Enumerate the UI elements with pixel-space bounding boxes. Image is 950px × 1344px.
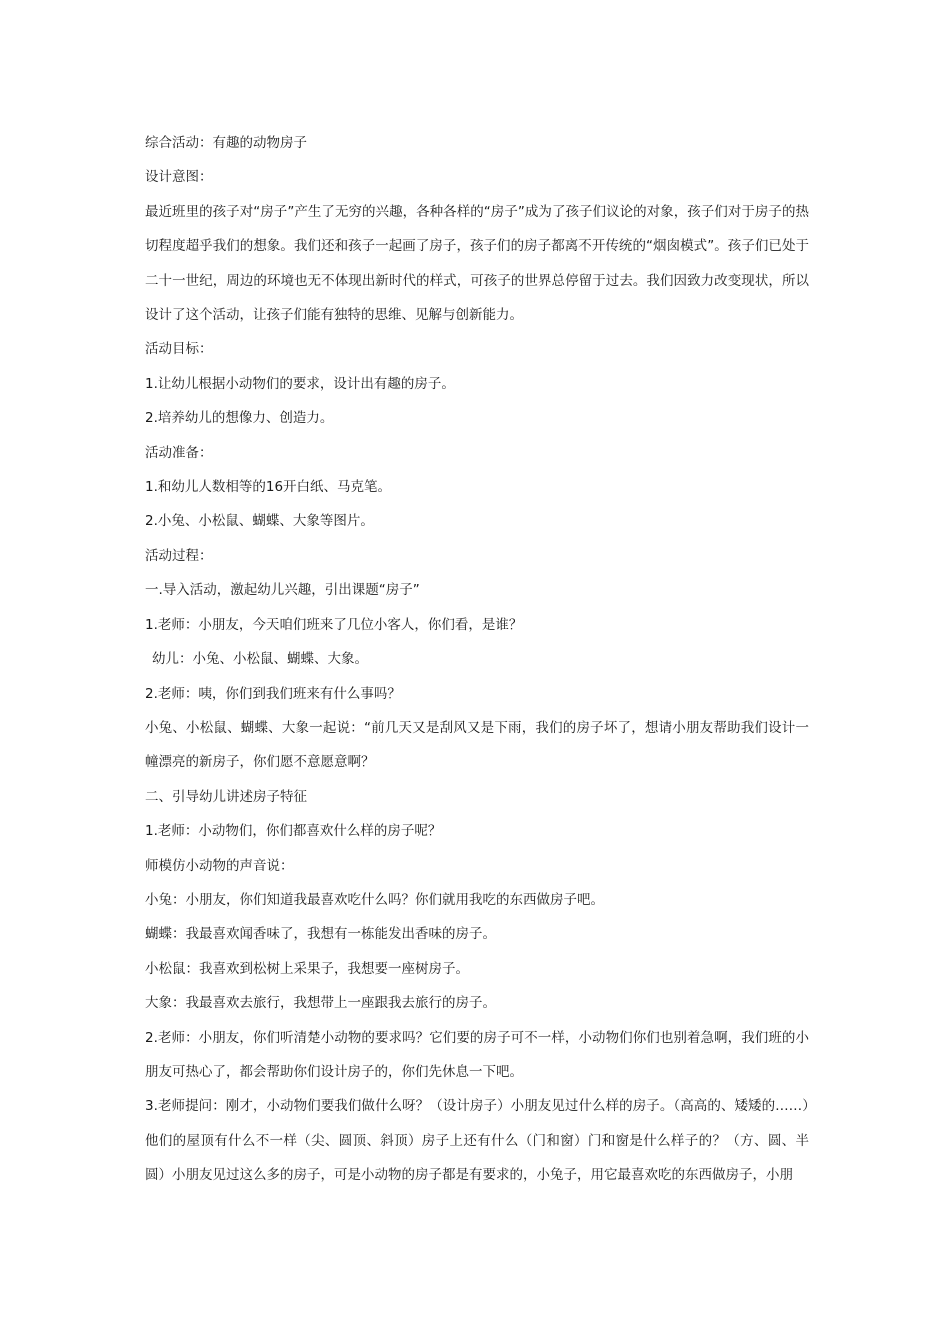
section-heading-process: 活动过程： bbox=[145, 547, 213, 564]
process-step-1-heading: 一.导入活动，激起幼儿兴趣，引出课题“房子” bbox=[145, 582, 420, 599]
process-line: 大象：我最喜欢去旅行，我想带上一座跟我去旅行的房子。 bbox=[145, 995, 496, 1012]
process-line: 蝴蝶：我最喜欢闻香味了，我想有一栋能发出香味的房子。 bbox=[145, 926, 496, 943]
process-line: 幼儿：小兔、小松鼠、蝴蝶、大象。 bbox=[152, 651, 368, 668]
process-line: 2.老师：咦，你们到我们班来有什么事吗？ bbox=[145, 685, 401, 702]
goal-item-1: 1.让幼儿根据小动物们的要求，设计出有趣的房子。 bbox=[145, 375, 455, 392]
section-heading-goals: 活动目标： bbox=[145, 341, 213, 358]
section-heading-preparation: 活动准备： bbox=[145, 444, 213, 461]
process-paragraph: 2.老师：小朋友，你们听清楚小动物的要求吗？它们要的房子可不一样，小动物们你们也别着急啊，我们班的小朋友可热心了，都会帮助你们设计房子的，你们先休息一下吧。 bbox=[145, 1029, 809, 1080]
preparation-item-1: 1.和幼儿人数相等的16开白纸、马克笔。 bbox=[145, 479, 392, 496]
process-paragraph: 3.老师提问：刚才，小动物们要我们做什么呀？（设计房子）小朋友见过什么样的房子。（高高的、矮矮的……）他们的屋顶有什么不一样（尖、圆顶、斜顶）房子上还有什么（门和窗）门和窗是什么样子的？（方、圆、半圆）小朋友见过这么多的房子，可是小动物的房子都是有要求的，小兔子，用它最喜欢吃的东西做房子，小朋 bbox=[145, 1098, 809, 1184]
document-page bbox=[145, 126, 809, 1193]
paragraph-design-intent: 最近班里的孩子对“房子”产生了无穷的兴趣，各种各样的“房子”成为了孩子们议论的对象，孩子们对于房子的热切程度超乎我们的想象。我们还和孩子一起画了房子，孩子们的房子都离不开传统的“烟囱模式”。孩子们已处于二十一世纪，周边的环境也无不体现出新时代的样式，可孩子的世界总停留于过去。我们因致力改变现状，所以设计了这个活动，让孩子们能有独特的思维、见解与创新能力。 bbox=[145, 203, 809, 324]
process-paragraph: 小兔、小松鼠、蝴蝶、大象一起说：“前几天又是刮风又是下雨，我们的房子坏了，想请小朋友帮助我们设计一幢漂亮的新房子，你们愿不意愿意啊？ bbox=[145, 719, 809, 771]
document-title: 综合活动：有趣的动物房子 bbox=[145, 135, 307, 151]
process-line: 师模仿小动物的声音说： bbox=[145, 857, 294, 874]
process-line: 小松鼠：我喜欢到松树上采果子，我想要一座树房子。 bbox=[145, 960, 469, 977]
process-line: 1.老师：小动物们，你们都喜欢什么样的房子呢？ bbox=[145, 823, 442, 840]
process-line: 1.老师：小朋友，今天咱们班来了几位小客人，你们看，是谁？ bbox=[145, 616, 523, 633]
process-step-2-heading: 二、引导幼儿讲述房子特征 bbox=[145, 788, 307, 805]
process-line: 小兔：小朋友，你们知道我最喜欢吃什么吗？你们就用我吃的东西做房子吧。 bbox=[145, 891, 604, 908]
goal-item-2: 2.培养幼儿的想像力、创造力。 bbox=[145, 410, 334, 427]
section-heading-design-intent: 设计意图： bbox=[145, 169, 213, 186]
preparation-item-2: 2.小兔、小松鼠、蝴蝶、大象等图片。 bbox=[145, 513, 374, 530]
